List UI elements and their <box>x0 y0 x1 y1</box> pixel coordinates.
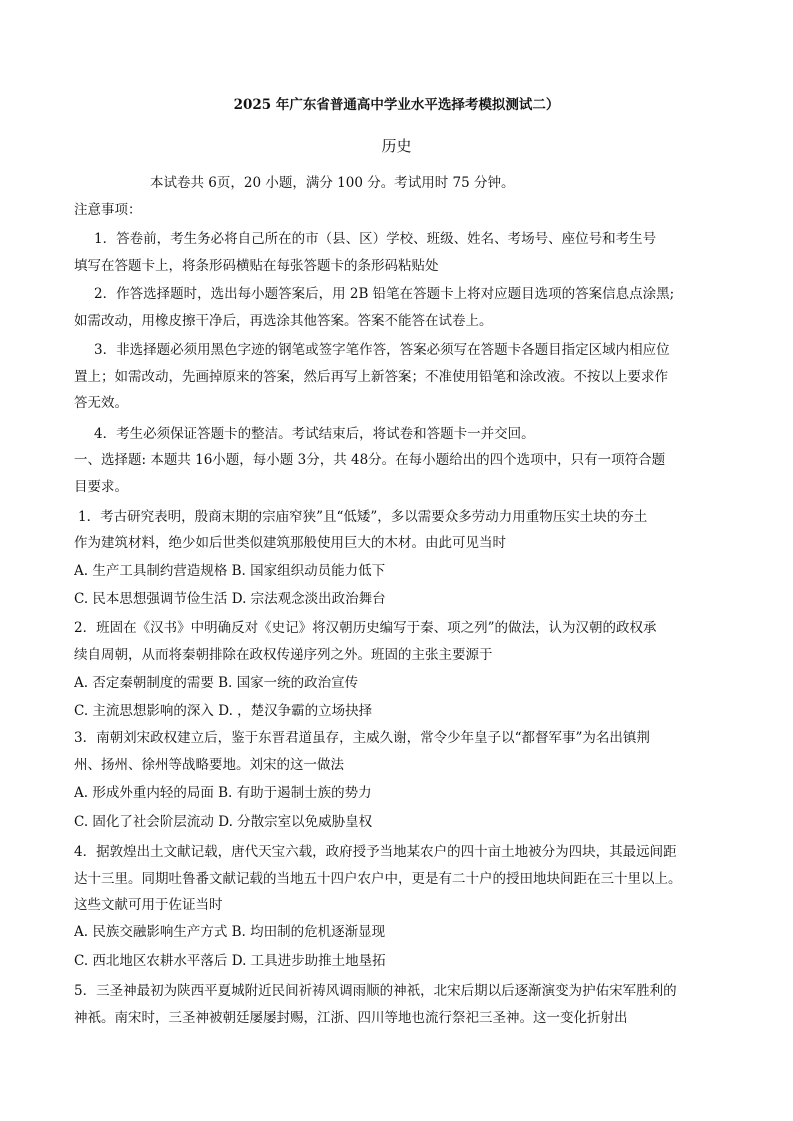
question-stem: 作为建筑材料，绝少如后世类似建筑那般使用巨大的木材。由此可见当时 <box>74 535 506 551</box>
question-stem: 续自周朝，从而将秦朝排除在政权传递序列之外。班固的主张主要源于 <box>74 647 493 663</box>
notes-heading: 注意事项： <box>74 202 142 218</box>
question-stem: 州、扬州、徐州等战略要地。刘宋的这一做法 <box>74 757 344 773</box>
exam-summary: 本试卷共 6页，20 小题，满分 100 分。考试用时 75 分钟。 <box>150 175 515 191</box>
question-stem: 4．据敦煌出土文献记载，唐代天宝六载，政府授予当地某农户的四十亩土地被分为四块，其最远间距 <box>74 844 677 860</box>
question-options: C. 西北地区农耕水平落后 D. 工具进步助推土地垦拓 <box>74 953 386 969</box>
note-item: 答无效。 <box>74 395 128 411</box>
exam-title: 2025 年广东省普通高中学业水平选择考模拟测试二） <box>233 97 560 113</box>
question-options: A. 否定秦朝制度的需要 B. 国家一统的政治宣传 <box>74 675 359 691</box>
question-stem: 达十三里。同期吐鲁番文献记载的当地五十四户农户中，更是有二十户的授田地块间距在三十里以上。 <box>74 871 682 887</box>
note-item: 4．考生必须保证答题卡的整洁。考试结束后，将试卷和答题卡一并交回。 <box>94 426 535 442</box>
question-options: C. 民本思想强调节俭生活 D. 宗法观念淡出政治舞台 <box>74 591 386 607</box>
section-heading: 目要求。 <box>74 479 128 495</box>
note-item: 2．作答选择题时，选出每小题答案后，用 2B 铅笔在答题卡上将对应题目选项的答案信息点涂黑; <box>94 286 675 302</box>
question-options: A. 民族交融影响生产方式 B. 均田制的危机逐渐显现 <box>74 924 386 940</box>
question-stem: 1．考古研究表明，殷商末期的宗庙窄狭”且“低矮”，多以需要众多劳动力用重物压实土块的夯土 <box>78 509 648 525</box>
question-stem: 2．班固在《汉书》中明确反对《史记》将汉朝历史编写于秦、项之列”的做法，认为汉朝的政权承 <box>74 620 657 636</box>
question-stem: 5．三圣神最初为陕西平夏城附近民间祈祷风调雨顺的神祇，北宋后期以后逐渐演变为护佑宋军胜利的 <box>74 983 677 999</box>
question-options: A. 生产工具制约营造规格 B. 国家组织动员能力低下 <box>74 563 386 579</box>
question-stem: 3．南朝刘宋政权建立后，鉴于东晋君道虽存，主威久谢，常令少年皇子以“都督军事”为名出镇荆 <box>74 730 650 746</box>
question-options: C. 主流思想影响的深入 D. ，楚汉争霸的立场抉择 <box>74 703 373 719</box>
question-stem: 神祇。南宋时，三圣神被朝廷屡屡封赐，江浙、四川等地也流行祭祀三圣神。这一变化折射出 <box>74 1010 628 1026</box>
section-heading: 一、选择题: 本题共 16小题，每小题 3分，共 48分。在每小题给出的四个选项中，只有一项符合题 <box>74 452 666 468</box>
question-options: C. 固化了社会阶层流动 D. 分散宗室以免威胁皇权 <box>74 814 373 830</box>
note-item: 填写在答题卡上，将条形码横贴在每张答题卡的条形码粘贴处 <box>74 258 439 274</box>
note-item: 1．答卷前，考生务必将自己所在的市（县、区）学校、班级、姓名、考场号、座位号和考生号 <box>94 231 657 247</box>
question-stem: 这些文献可用于佐证当时 <box>74 897 223 913</box>
subject-title: 历史 <box>381 137 412 155</box>
note-item: 如需改动，用橡皮擦干净后，再选涂其他答案。答案不能答在试卷上。 <box>74 313 493 329</box>
note-item: 置上；如需改动，先画掉原来的答案，然后再写上新答案；不准使用铅笔和涂改液。不按以上要求作 <box>74 369 668 385</box>
note-item: 3．非选择题必须用黑色字迹的钢笔或签字笔作答，答案必须写在答题卡各题目指定区域内相应位 <box>94 342 670 358</box>
question-options: A. 形成外重内轻的局面 B. 有助于遏制士族的势力 <box>74 785 372 801</box>
